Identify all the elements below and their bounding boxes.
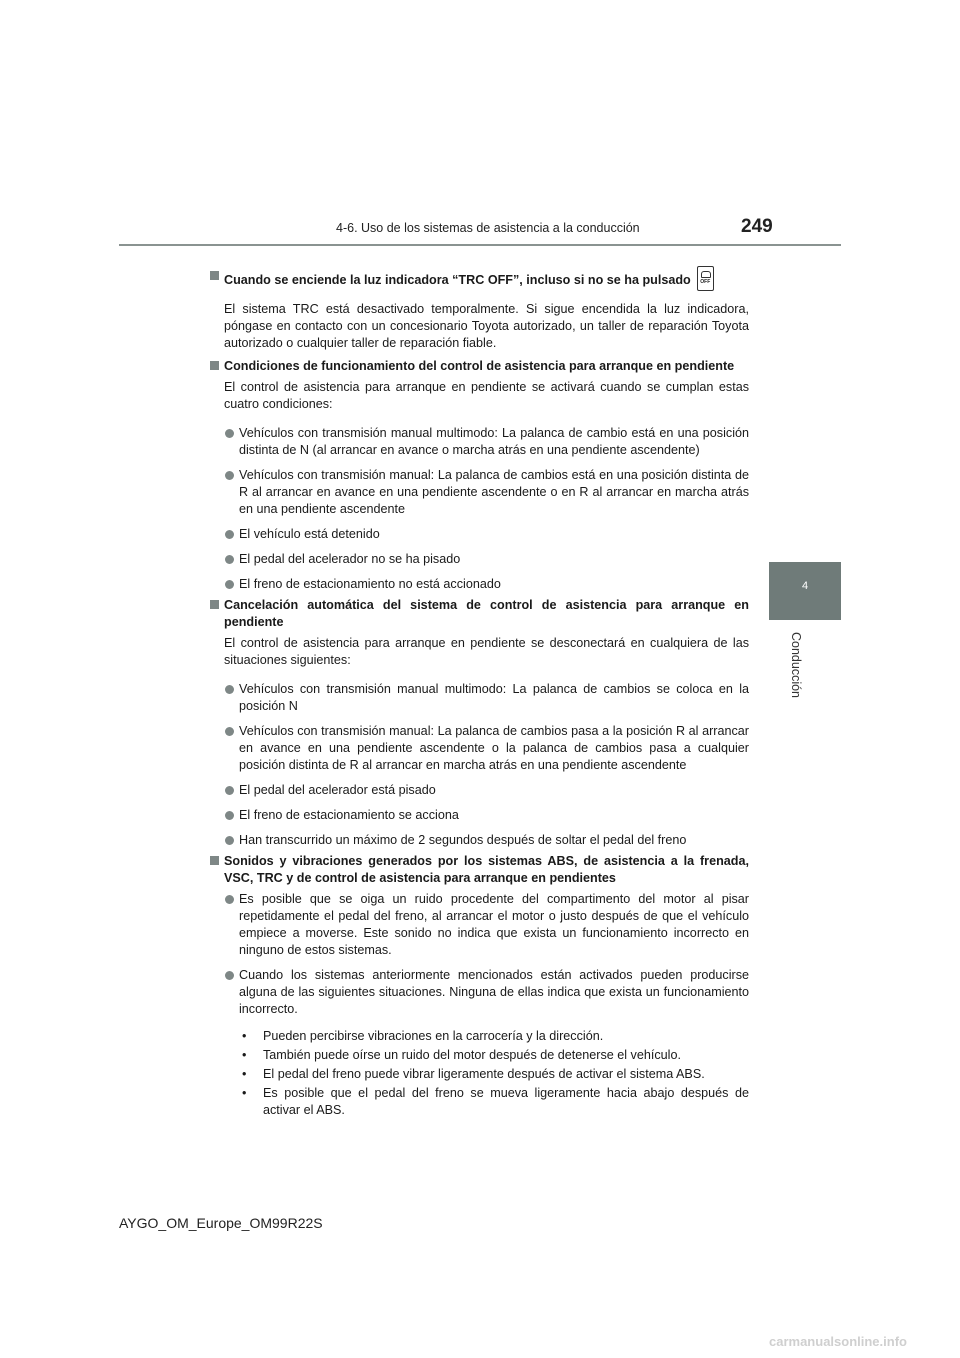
chapter-label: Conducción <box>789 631 803 699</box>
trc-off-switch-label: OFF <box>700 279 711 285</box>
list-item: El vehículo está detenido <box>224 526 749 543</box>
square-bullet-icon <box>210 361 219 370</box>
list-item: Es posible que se oiga un ruido procedente del compartimento del motor al pisar repetidamente el pedal del freno, al arrancar el motor o justo después de que el vehículo empiece a moverse. Este sonido no indica que exista un funcionamiento incorrecto en ninguno de estos sistemas. <box>224 891 749 959</box>
list-item: El pedal del acelerador está pisado <box>224 782 749 799</box>
square-bullet-icon <box>210 600 219 609</box>
square-bullet-icon <box>210 271 219 280</box>
page-content <box>210 268 749 1119</box>
trc-off-switch-icon <box>697 266 714 291</box>
page-number: 249 <box>741 216 773 237</box>
header-divider <box>119 244 841 246</box>
list-item: Han transcurrido un máximo de 2 segundos después de soltar el pedal del freno <box>224 832 749 849</box>
circle-bullet-icon <box>225 555 234 564</box>
circle-bullet-icon <box>225 471 234 480</box>
list-item: El pedal del acelerador no se ha pisado <box>224 551 749 568</box>
footer-doc-id: AYGO_OM_Europe_OM99R22S <box>119 1215 323 1231</box>
circle-bullet-icon <box>225 530 234 539</box>
chapter-tab <box>769 562 841 620</box>
section-paragraph: El control de asistencia para arranque en pendiente se activará cuando se cumplan estas cuatro condiciones: <box>224 380 749 411</box>
circle-bullet-icon <box>225 811 234 820</box>
section-trc-off-indicator <box>210 268 749 352</box>
circle-bullet-icon <box>225 429 234 438</box>
list-item: El freno de estacionamiento no está accionado <box>224 576 749 593</box>
circle-bullet-icon <box>225 836 234 845</box>
circle-bullet-icon <box>225 727 234 736</box>
sub-list-item: • Es posible que el pedal del freno se mueva ligeramente hacia abajo después de activar el ABS. <box>242 1086 749 1117</box>
sub-list <box>239 1028 749 1119</box>
circle-bullet-icon <box>225 580 234 589</box>
section-heading: Cancelación automática del sistema de control de asistencia para arranque en pendiente <box>224 598 749 629</box>
square-bullet-icon <box>210 856 219 865</box>
sub-list-item: • El pedal del freno puede vibrar ligeramente después de activar el sistema ABS. <box>242 1067 705 1081</box>
section-sounds-vibrations <box>210 853 749 1119</box>
section-heading: Sonidos y vibraciones generados por los sistemas ABS, de asistencia a la frenada, VSC, TRC y de control de asistencia para arranque en pendientes <box>224 854 749 885</box>
list-item: Cuando los sistemas anteriormente mencionados están activados pueden producirse alguna de las siguientes situaciones. Ninguna de ellas indica que exista un funcionamiento incorrecto. • Pueden percibirse vibraciones en la carrocería y la dirección. • También puede oírse un ruido del motor después de detenerse el vehículo. • El pedal del freno puede vibrar ligeramente después de activar el sistema ABS. • Es posible que el pedal del freno se mueva ligeramente hacia abajo después de activar el ABS. <box>224 967 749 1119</box>
list-item: Vehículos con transmisión manual multimodo: La palanca de cambios se coloca en la posición N <box>224 681 749 715</box>
circle-bullet-icon <box>225 685 234 694</box>
chapter-label-wrapper <box>786 630 806 700</box>
list-item: Vehículos con transmisión manual: La palanca de cambios pasa a la posición R al arrancar en avance en una pendiente ascendente o la palanca de cambios pasa a cualquier posición distinta de R al arrancar en marcha atrás en una pendiente ascendente <box>224 723 749 774</box>
circle-bullet-icon <box>225 971 234 980</box>
watermark: carmanualsonline.info <box>769 1334 907 1349</box>
chapter-tab-number: 4 <box>801 580 809 592</box>
list-item: Vehículos con transmisión manual: La palanca de cambios está en una posición distinta de R al arrancar en avance en una pendiente ascendente o en R al arrancar en marcha atrás en una pendiente ascendente <box>224 467 749 518</box>
sub-list-item: • También puede oírse un ruido del motor después de detenerse el vehículo. <box>242 1048 681 1062</box>
section-hill-start-cancellation <box>210 597 749 849</box>
section-paragraph: El sistema TRC está desactivado temporalmente. Si sigue encendida la luz indicadora, póngase en contacto con un concesionario Toyota autorizado, un taller de reparación Toyota autorizado o cualquier taller de reparación fiable. <box>224 302 749 350</box>
list-item: Vehículos con transmisión manual multimodo: La palanca de cambio está en una posición distinta de N (al arrancar en avance o marcha atrás en una pendiente ascendente) <box>224 425 749 459</box>
section-hill-start-conditions <box>210 358 749 593</box>
header-section-title: 4-6. Uso de los sistemas de asistencia a la conducción <box>336 221 640 235</box>
section-paragraph: El control de asistencia para arranque en pendiente se desconectará en cualquiera de las situaciones siguientes: <box>224 636 749 667</box>
circle-bullet-icon <box>225 895 234 904</box>
sub-list-item: • Pueden percibirse vibraciones en la carrocería y la dirección. <box>242 1029 604 1043</box>
section-heading: Condiciones de funcionamiento del control de asistencia para arranque en pendiente <box>224 359 735 373</box>
section-heading: Cuando se enciende la luz indicadora “TRC OFF”, incluso si no se ha pulsado OFF <box>224 268 749 293</box>
car-icon <box>701 271 711 278</box>
list-item: El freno de estacionamiento se acciona <box>224 807 749 824</box>
circle-bullet-icon <box>225 786 234 795</box>
